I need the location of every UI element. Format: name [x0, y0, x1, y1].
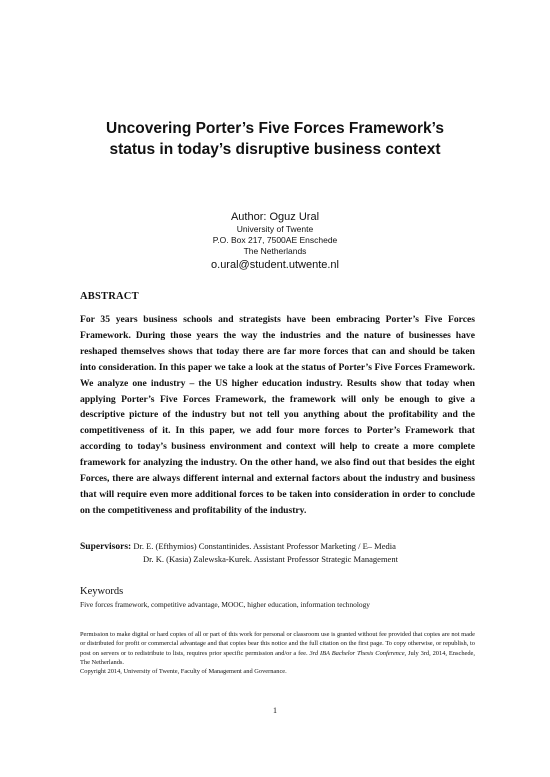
permission-text: Permission to make digital or hard copies of all or part of this work for personal or classroom use is granted without fee provided that copies are not made or distributed for profit or commercial advantage and that copies bear this notice and the full citation on the first page. To copy otherwise, or republish, to post on servers or to redistribute to lists, requires prior specific permission and/or a fee. — [80, 631, 475, 657]
author-name: Author: Oguz Ural — [230, 211, 320, 223]
author-email: o.ural@student.utwente.nl — [211, 259, 339, 271]
supervisor-1: Dr. E. (Efthymios) Constantinides. Assistant Professor Marketing / E– Media — [133, 541, 396, 551]
author-address: P.O. Box 217, 7500AE Enschede — [212, 235, 338, 245]
supervisors-label: Supervisors: — [80, 542, 132, 552]
paper-title — [60, 118, 490, 160]
keywords-text: Five forces framework, competitive advantage, MOOC, higher education, information technology — [80, 600, 370, 609]
author-affiliation: University of Twente — [236, 224, 314, 234]
abstract-body: For 35 years business schools and strategists have been embracing Porter’s Five Forces Framework. During those years the way the industries and the nature of businesses have reshaped themselves shows that today there are far more forces that can and should be taken into consideration. In this paper we take a look at the status of Porter’s Five Forces Framework. We analyze one industry – the US higher education industry. Results show that today when applying Porter’s Five Forces Framework, the framework will only be enough to give a descriptive picture of the industry but not tell you anything about the profitability and the competitiveness of it. In this paper, we add four more forces to Porter’s Framework that according to today’s business environment and context will help to create a more complete framework for analyzing the industry. On the other hand, we also find out that besides the eight Forces, there are always different internal and external factors about the industry and business that will require even more additional forces to be taken into consideration in order to conclude on the competitiveness and profitability of the industry. — [80, 314, 475, 516]
abstract-heading: ABSTRACT — [80, 291, 139, 302]
title-line-2: status in today’s disruptive business context — [109, 141, 441, 158]
supervisor-2: Dr. K. (Kasia) Zalewska-Kurek. Assistant Professor Strategic Management — [143, 554, 398, 564]
title-line-1: Uncovering Porter’s Five Forces Framework’s — [106, 120, 444, 137]
supervisor-line-1 — [80, 540, 500, 553]
author-block — [100, 211, 450, 273]
copyright-line: Copyright 2014, University of Twente, Faculty of Management and Governance. — [80, 668, 287, 676]
keywords-heading: Keywords — [80, 586, 124, 597]
supervisors-block — [80, 540, 500, 565]
conference-date-place: , July 3rd, 2014, Enschede, The Netherlands. — [80, 649, 475, 666]
page-number: 1 — [273, 706, 277, 715]
permission-notice — [80, 630, 475, 676]
conference-name: 3rd IBA Bachelor Thesis Conference — [309, 649, 405, 657]
author-country: The Netherlands — [243, 246, 307, 256]
